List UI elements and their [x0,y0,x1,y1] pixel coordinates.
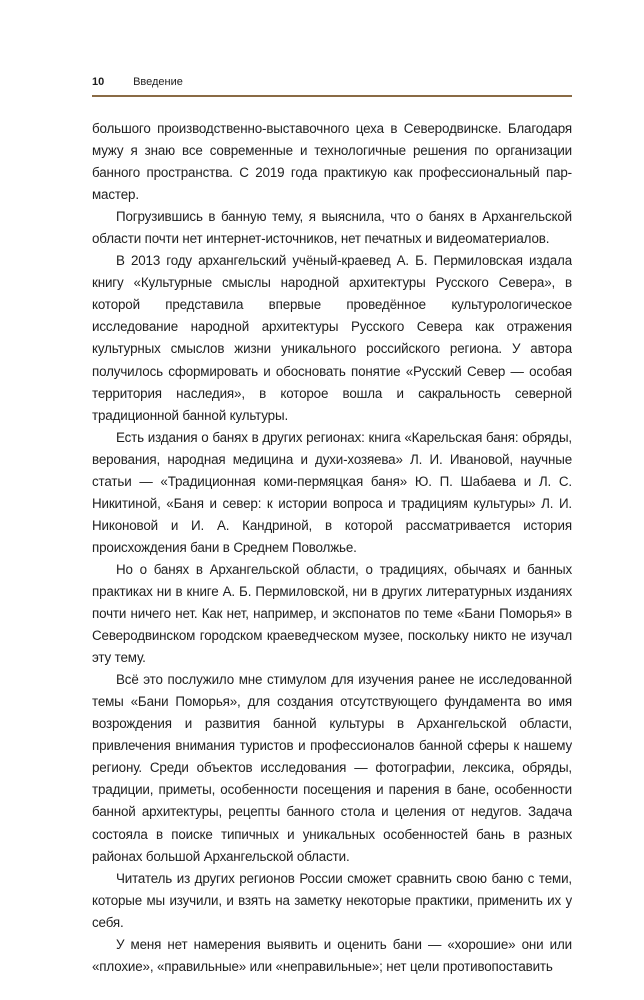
running-title: Введение [133,76,183,88]
running-header [92,74,572,94]
paragraph: Но о банях в Архангельской области, о традициях, обычаях и банных практиках ни в книге А. Б. Пермиловской, ни в других литературных изданиях почти ничего нет. Как нет, например, и экспонатов по теме «Бани Поморья» в Северодвинском городском краеведческом музее, поскольку никто не изучал эту тему. [92,561,572,666]
paragraph-continues: У меня нет намерения выявить и оценить бани — «хорошие» они или «плохие», «правильные» или «неправильные»; нет цели противопоставить [92,936,572,974]
header-rule [92,95,572,97]
page-number: 10 [92,76,105,88]
paragraph-continued: большого производственно-выставочного цеха в Северодвинске. Благодаря мужу я знаю все современные и технологичные решения по организации банного пространства. С 2019 года практикую как профессиональный пар-мастер. [92,121,572,203]
paragraph: Всё это послужило мне стимулом для изучения ранее не исследованной темы «Бани Поморья», для создания отсутствующего фундамента во имя возрождения и развития банной культуры в Архангельской области, привлечения внимания туристов и профессионалов банной сферы к нашему региону. Среди объектов исследования — фотографии, лексика, обряды, традиции, приметы, особенности посещения и парения в бане, особенности банной архитектуры, рецепты банного стола и целения от недугов. Задача состояла в поиске типичных и уникальных особенностей бань в разных районах большой Архангельской области. [92,672,572,864]
paragraph: В 2013 году архангельский учёный-краевед А. Б. Пермиловская издала книгу «Культурные смыслы народной архитектуры Русского Севера», в которой представила впервые проведённое культурологическое исследование народной архитектуры Русского Севера как отражения культурных смыслов жизни уникального российского региона. У автора получилось сформировать и обосновать понятие «Русский Север — особая территория наследия», в которое вошла и сакральность северной традиционной банной культуры. [92,253,572,423]
paragraph: Погрузившись в банную тему, я выяснила, что о банях в Архангельской области почти нет интернет-источников, нет печатных и видеоматериалов. [92,209,572,247]
body-text [92,118,572,978]
paragraph: Читатель из других регионов России сможет сравнить свою баню с теми, которые мы изучили, и взять на заметку некоторые практики, применить их у себя. [92,870,572,930]
paragraph: Есть издания о банях в других регионах: книга «Карельская баня: обряды, верования, народная медицина и духи-хозяева» Л. И. Ивановой, научные статьи — «Традиционная коми-пермяцкая баня» Ю. П. Шабаева и Л. С. Никитиной, «Баня и север: к истории вопроса и традициям культуры» Л. И. Никоновой и И. А. Кандриной, в которой рассматривается история происхождения бани в Среднем Поволжье. [92,429,572,555]
